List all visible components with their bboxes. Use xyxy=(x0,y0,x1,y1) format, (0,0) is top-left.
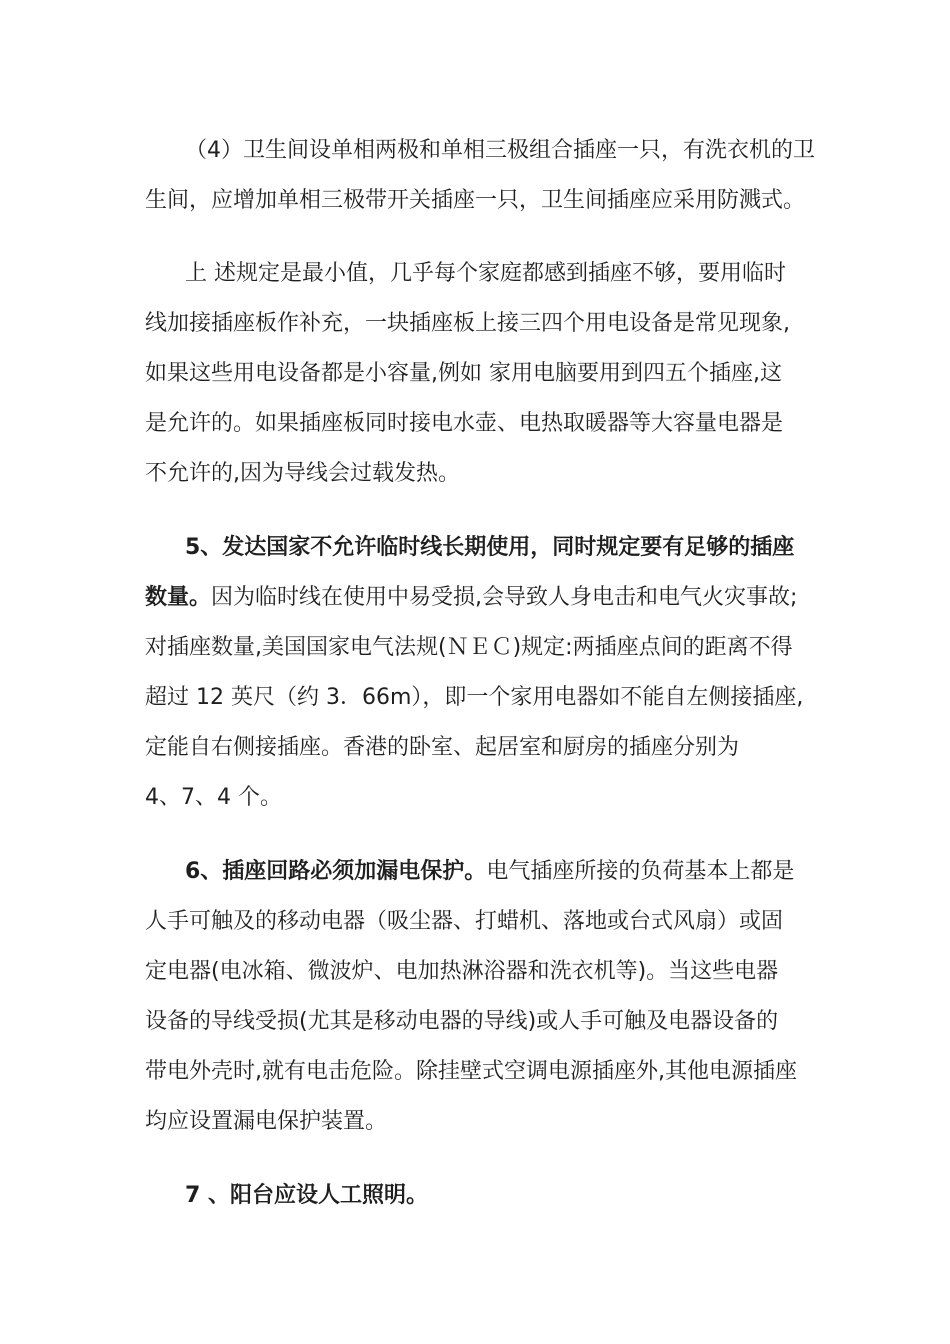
para-4-line-2: 生间，应增加单相三极带开关插座一只，卫生间插座应采用防溅式。 xyxy=(145,188,806,213)
para-4-line-1: （4）卫生间设单相两极和单相三极组合插座一只，有洗衣机的卫 xyxy=(185,138,815,163)
note-line-5: 不允许的,因为导线会过载发热。 xyxy=(145,461,460,486)
section-5-line-6: 4、7、4 个。 xyxy=(145,785,282,810)
note-line-2: 线加接插座板作补充，一块插座板上接三四个用电设备是常见现象, xyxy=(145,311,790,336)
section-6-line-1 xyxy=(185,857,794,887)
note-line-4: 是允许的。如果插座板同时接电水壶、电热取暖器等大容量电器是 xyxy=(145,411,784,436)
section-5-line-2 xyxy=(145,583,797,613)
section-6-heading: 6、插座回路必须加漏电保护。 xyxy=(185,859,487,884)
section-5-line-4: 超过 12 英尺（约 3．66m），即一个家用电器如不能自左侧接插座, xyxy=(145,685,804,710)
section-6-text: 电气插座所接的负荷基本上都是 xyxy=(486,859,795,884)
section-5-line-3: 对插座数量,美国国家电气法规(ＮＥＣ)规定:两插座点间的距离不得 xyxy=(145,635,793,660)
note-line-3: 如果这些用电设备都是小容量,例如 家用电脑要用到四五个插座,这 xyxy=(145,361,782,386)
section-6-line-5: 带电外壳时,就有电击危险。除挂壁式空调电源插座外,其他电源插座 xyxy=(145,1059,797,1084)
section-6-line-3: 定电器(电冰箱、微波炉、电加热淋浴器和洗衣机等)。当这些电器 xyxy=(145,959,779,984)
section-6-line-2: 人手可触及的移动电器（吸尘器、打蜡机、落地或台式风扇）或固 xyxy=(145,909,784,934)
section-5-line-5: 定能自右侧接插座。香港的卧室、起居室和厨房的插座分别为 xyxy=(145,735,740,760)
section-6-line-6: 均应设置漏电保护装置。 xyxy=(145,1109,388,1134)
section-7-heading: 7 、阳台应设人工照明。 xyxy=(185,1183,428,1208)
note-line-1: 上 述规定是最小值，几乎每个家庭都感到插座不够，要用临时 xyxy=(185,261,786,286)
section-5-text: 因为临时线在使用中易受损,会导致人身电击和电气火灾事故; xyxy=(211,585,798,610)
section-5-heading: 5、发达国家不允许临时线长期使用，同时规定要有足够的插座 xyxy=(185,535,795,560)
section-5-heading-end: 数量。 xyxy=(145,585,212,610)
section-6-line-4: 设备的导线受损(尤其是移动电器的导线)或人手可触及电器设备的 xyxy=(145,1009,779,1034)
